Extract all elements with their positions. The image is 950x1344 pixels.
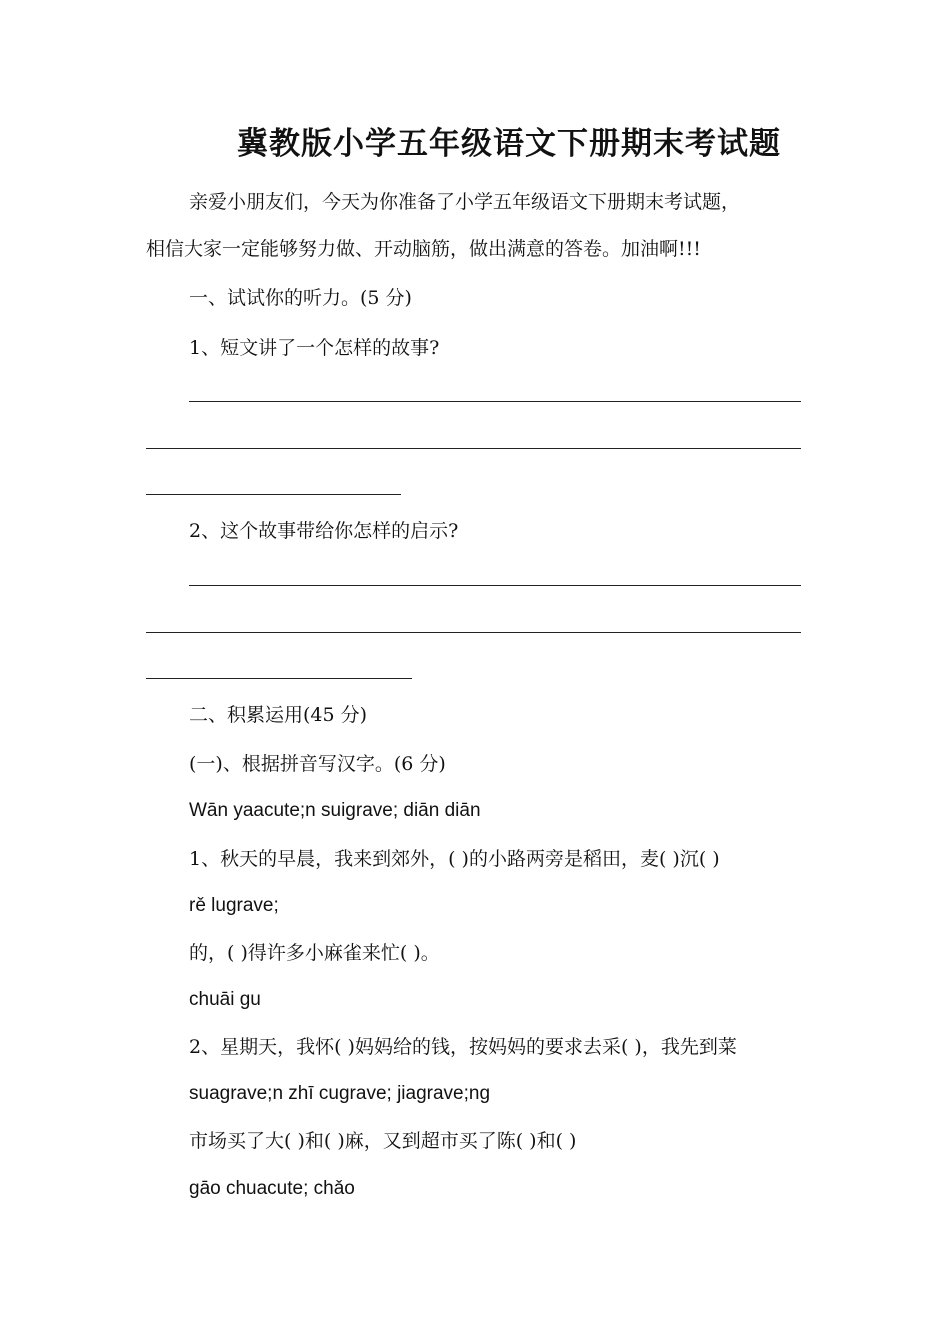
sentence-line: 2、星期天，我怀( )妈妈给的钱，按妈妈的要求去采( )，我先到菜 — [189, 1036, 737, 1058]
answer-line — [146, 678, 412, 679]
question-1: 1、短文讲了一个怎样的故事? — [189, 337, 440, 359]
pinyin-line: chuāi gu — [189, 989, 261, 1010]
answer-line — [146, 632, 801, 633]
subsection-heading: (一)、根据拼音写汉字。(6 分) — [189, 753, 446, 775]
sentence-line: 1、秋天的早晨，我来到郊外，( )的小路两旁是稻田，麦( )沉( ) — [189, 848, 720, 870]
document-title: 冀教版小学五年级语文下册期末考试题 — [237, 126, 781, 162]
intro-line-1: 亲爱小朋友们，今天为你准备了小学五年级语文下册期末考试题， — [189, 191, 741, 213]
answer-line — [189, 585, 801, 586]
answer-line — [189, 401, 801, 402]
sentence-line: 市场买了大( )和( )麻，又到超市买了陈( )和( ) — [189, 1130, 577, 1152]
answer-line — [146, 448, 801, 449]
section2-heading: 二、积累运用(45 分) — [189, 704, 368, 726]
pinyin-line: rě lugrave; — [189, 895, 279, 916]
sentence-line: 的，( )得许多小麻雀来忙( )。 — [189, 942, 440, 964]
pinyin-line: Wān yaacute;n suigrave; diān diān — [189, 800, 481, 821]
intro-line-2: 相信大家一定能够努力做、开动脑筋，做出满意的答卷。加油啊!!! — [146, 238, 701, 260]
pinyin-line: suagrave;n zhī cugrave; jiagrave;ng — [189, 1083, 491, 1104]
answer-line — [146, 494, 401, 495]
section1-heading: 一、试试你的听力。(5 分) — [189, 287, 412, 309]
pinyin-line: gāo chuacute; chǎo — [189, 1178, 355, 1199]
question-2: 2、这个故事带给你怎样的启示? — [189, 520, 459, 542]
